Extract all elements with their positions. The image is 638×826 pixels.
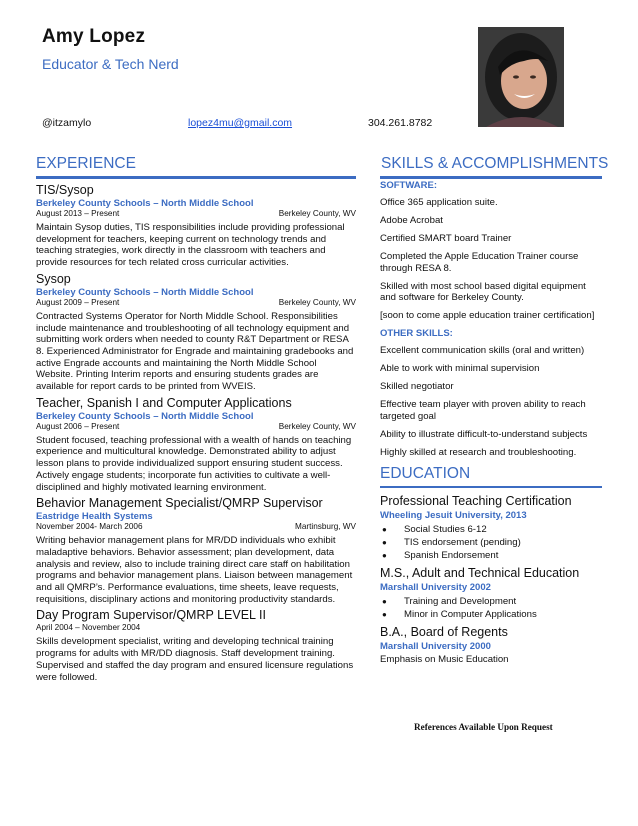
skill-item: Office 365 application suite. xyxy=(380,197,498,208)
job-employer: Eastridge Health Systems xyxy=(36,511,153,523)
job-meta xyxy=(36,298,356,308)
degree-title: Professional Teaching Certification xyxy=(380,494,572,508)
education-divider xyxy=(380,486,602,489)
job-title: Sysop xyxy=(36,271,71,286)
job-description: Writing behavior management plans for MR/DD individuals who exhibit maladaptive behaviors. Behavior assessment; plan development, data analysis and review, also to include training direct care staff on habilitation programs and behavior management plans. Liaison between management and all QMRP’s. Performance evaluations, time sheets, leave requests, requisitions, disciplinary actions and monitoring productivity standards. xyxy=(36,535,353,605)
job-employer: Berkeley County Schools – North Middle School xyxy=(36,198,254,209)
bullet-dot-icon: ● xyxy=(382,525,387,534)
job-description: Contracted Systems Operator for North Middle School. Responsibilities include maintenance and troubleshooting of all technology equipment and submitting work orders when needed to county R&T Department or RESA 8. Experienced Administrator for Engrade and maintaining gradebooks and active Engrade accounts and maintaining the North Middle School Website. Printing Interim reports and ensuring students grades are available for report cards to be printed from WVEIS. xyxy=(36,310,354,393)
skill-item: Skilled negotiator xyxy=(380,381,454,392)
skill-item: Highly skilled at research and troubleshooting. xyxy=(380,446,577,458)
references-note: References Available Upon Request xyxy=(414,722,553,732)
skill-item: Excellent communication skills (oral and written) xyxy=(380,345,585,356)
job-employer: Berkeley County Schools – North Middle School xyxy=(36,286,254,298)
skill-item: Adobe Acrobat xyxy=(380,215,443,226)
job-entry xyxy=(36,496,356,605)
job-entry xyxy=(36,272,356,393)
software-subheading: SOFTWARE: xyxy=(380,180,437,191)
education-entry xyxy=(380,625,602,666)
resume-tagline: Educator & Tech Nerd xyxy=(42,56,179,72)
experience-heading: EXPERIENCE xyxy=(36,155,136,172)
job-meta xyxy=(36,209,356,219)
job-title: TIS/Sysop xyxy=(36,183,94,197)
profile-photo xyxy=(478,27,564,127)
degree-title: M.S., Adult and Technical Education xyxy=(380,566,580,580)
education-entry xyxy=(380,494,602,562)
skill-item: Ability to illustrate difficult-to-understand subjects xyxy=(380,428,588,440)
bullet-dot-icon: ● xyxy=(382,597,387,606)
job-description: Student focused, teaching professional with a wealth of hands on teaching experience and multicultural knowledge. Demonstrated ability to adjust lesson plans to provide individualized support ensuring student success. Actively engage students; incorporate fun activities to cultivate a well-disciplined and highly motivated learning environment. xyxy=(36,434,352,493)
list-item: ● Minor in Computer Applications xyxy=(382,609,537,620)
school-name: Wheeling Jesuit University, 2013 xyxy=(380,510,527,521)
job-dates: August 2013 – Present xyxy=(36,209,120,218)
job-dates: November 2004- March 2006 xyxy=(36,522,143,532)
school-name: Marshall University 2002 xyxy=(380,582,491,593)
job-title: Day Program Supervisor/QMRP LEVEL II xyxy=(36,608,266,623)
job-dates: August 2009 – Present xyxy=(36,297,120,307)
education-entry xyxy=(380,566,602,621)
skills-section xyxy=(380,180,602,666)
job-meta xyxy=(36,422,356,432)
education-details xyxy=(380,523,602,562)
job-location: Berkeley County, WV xyxy=(278,297,356,307)
list-item: ● Social Studies 6-12 xyxy=(382,524,487,535)
bullet-dot-icon: ● xyxy=(382,551,387,560)
school-name: Marshall University 2000 xyxy=(380,641,491,652)
phone-number: 304.261.8782 xyxy=(368,117,433,129)
job-dates: August 2006 – Present xyxy=(36,421,120,431)
education-note: Emphasis on Music Education xyxy=(380,654,509,665)
job-description: Maintain Sysop duties, TIS responsibilities include providing professional development for teachers, keeping current on technology trends and teaching strategies, work directly in the classroom with teachers and provide resources for tech related cross curricular activities. xyxy=(36,222,345,269)
job-title: Behavior Management Specialist/QMRP Supervisor xyxy=(36,496,323,511)
experience-divider xyxy=(36,176,356,179)
skill-item: Effective team player with proven ability to reach targeted goal xyxy=(380,399,586,422)
job-dates: April 2004 – November 2004 xyxy=(36,623,141,633)
skills-heading: SKILLS & ACCOMPLISHMENTS xyxy=(381,155,609,172)
job-employer: Berkeley County Schools – North Middle School xyxy=(36,410,254,422)
job-entry xyxy=(36,183,356,269)
social-handle: @itzamylo xyxy=(42,117,92,129)
bullet-dot-icon: ● xyxy=(382,538,387,547)
education-heading: EDUCATION xyxy=(380,464,471,482)
job-entry xyxy=(36,608,356,683)
skill-item: Skilled with most school based digital equipment and software for Berkeley County. xyxy=(380,280,586,303)
skill-item: Completed the Apple Education Trainer course through RESA 8. xyxy=(380,251,579,274)
list-item: ● Training and Development xyxy=(382,596,517,607)
email-link[interactable]: lopez4mu@gmail.com xyxy=(188,117,293,129)
job-location: Martinsburg, WV xyxy=(295,522,356,532)
job-meta xyxy=(36,522,356,532)
skill-item: Certified SMART board Trainer xyxy=(380,233,512,244)
other-skills-subheading: OTHER SKILLS: xyxy=(380,328,453,339)
job-location: Berkeley County, WV xyxy=(278,209,356,218)
skills-divider xyxy=(380,176,602,179)
skill-item: Able to work with minimal supervision xyxy=(380,363,540,374)
resume-name: Amy Lopez xyxy=(42,26,146,47)
bullet-dot-icon: ● xyxy=(382,610,387,619)
list-item: ● TIS endorsement (pending) xyxy=(382,537,521,548)
job-title: Teacher, Spanish I and Computer Applications xyxy=(36,395,292,410)
job-location: Berkeley County, WV xyxy=(278,421,356,431)
job-meta xyxy=(36,623,356,633)
skill-item: [soon to come apple education trainer certification] xyxy=(380,310,595,321)
degree-title: B.A., Board of Regents xyxy=(380,625,508,639)
education-details xyxy=(380,595,602,621)
job-description: Skills development specialist, writing and developing technical training programs for adults with MR/DD diagnosis. Staff development training. Supervised and staffed the day program and ensured licensure regulations were followed. xyxy=(36,636,354,683)
job-entry xyxy=(36,396,356,494)
experience-section xyxy=(36,183,356,686)
list-item: ● Spanish Endorsement xyxy=(382,550,499,561)
